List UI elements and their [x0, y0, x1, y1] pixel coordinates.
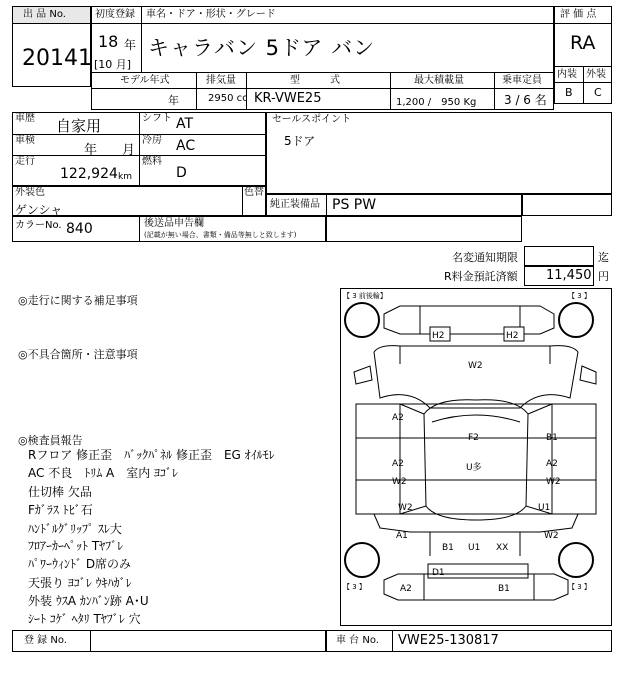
- history-label: 車歴: [15, 113, 35, 124]
- mileage-label: 走行: [15, 156, 35, 167]
- report-line: 外装 ｳｽA ｶﾝﾊﾞﾝ跡 A･U: [28, 594, 149, 608]
- displacement-label: 排気量: [206, 75, 236, 86]
- damage-mark-h2-right: H2: [506, 331, 519, 341]
- fuel-label: 燃料: [142, 156, 162, 167]
- damage-mark-roof: W2: [468, 361, 483, 371]
- later-note: (記載が無い場合、書類・備品等無しと致します): [144, 231, 297, 239]
- corner-label-br: 【 3 】: [568, 583, 591, 591]
- driving-notes-label: ◎走行に関する補足事項: [18, 294, 138, 307]
- deadline-unit: 迄: [598, 251, 609, 264]
- mileage: 122,924: [60, 166, 118, 182]
- report-line: ｼｰﾄ ｺｹﾞ ﾍﾀﾘ Tﾔﾌﾞﾚ 穴: [28, 612, 141, 626]
- capacity: 3 / 6 名: [504, 93, 547, 107]
- deadline-label: 名変通知期限: [452, 251, 518, 264]
- name-label: 車名・ドア・形状・グレード: [146, 9, 276, 20]
- report-line: Rフロア 修正歪 ﾊﾞｯｸﾊﾟﾈﾙ 修正歪 EG ｵｲﾙﾓﾚ: [28, 448, 275, 462]
- report-line: 天張り ﾖｺﾞﾚ ｳｷﾊｶﾞﾚ: [28, 576, 132, 590]
- corner-label-tl: 【 3 前後輪】: [343, 292, 387, 300]
- history: 自家用: [56, 117, 102, 135]
- first-reg-year: 18: [98, 32, 119, 51]
- ext-color: ゲンシャ: [15, 203, 63, 217]
- damage-mark-w2-right: W2: [544, 531, 559, 541]
- defects-label: ◎不具合箇所・注意事項: [18, 348, 138, 361]
- damage-mark-h2-left: H2: [432, 331, 445, 341]
- damage-mark-d1: D1: [432, 568, 445, 578]
- wheel-icon: [345, 543, 379, 577]
- damage-mark-a2-left: A2: [392, 413, 404, 423]
- damage-mark-bottom-u1: U1: [468, 543, 481, 553]
- grade: RA: [570, 32, 596, 54]
- lot-no-label: 出 品 No.: [13, 7, 90, 23]
- max-load-label: 最大積載量: [414, 75, 464, 86]
- model-year-unit: 年: [168, 94, 179, 107]
- wheel-icon: [345, 303, 379, 337]
- max-load: 1,200 / 950 Kg: [396, 97, 477, 108]
- damage-mark-b1-right: B1: [546, 433, 558, 443]
- corner-label-bl: 【 3 】: [343, 583, 366, 591]
- color-change-label: 色替: [244, 187, 264, 198]
- damage-mark-u-center: U多: [466, 463, 482, 473]
- wheel-icon: [559, 303, 593, 337]
- capacity-label: 乗車定員: [502, 75, 542, 86]
- damage-mark-f2: F2: [468, 433, 479, 443]
- model-label: 型 式: [290, 75, 340, 86]
- first-reg-month: [10 月]: [94, 58, 132, 71]
- damage-mark-a1-left: A1: [396, 531, 408, 541]
- ac-label: 冷房: [142, 135, 162, 146]
- options-label: 純正装備品: [270, 199, 320, 210]
- year-unit: 年: [124, 38, 137, 52]
- damage-mark-u1-right: U1: [538, 503, 551, 513]
- chassis-label: 車 台 No.: [336, 635, 379, 646]
- inspection-year: 年: [84, 143, 98, 158]
- inspection-label: 車検: [15, 135, 35, 146]
- damage-mark-rear-a2: A2: [400, 584, 412, 594]
- recycle-label: R料金預託済額: [444, 270, 518, 283]
- sales-point-label: セールスポイント: [272, 114, 352, 125]
- exterior-grade: C: [594, 86, 602, 99]
- report-line: ﾊﾝﾄﾞﾙｸﾞﾘｯﾌﾟ ｽﾚ大: [28, 522, 122, 536]
- report-line: Fｶﾞﾗｽ ﾄﾋﾞ石: [28, 503, 93, 517]
- mileage-unit: km: [118, 172, 132, 182]
- color-no-label: カラーNo.: [15, 220, 62, 231]
- interior-grade: B: [565, 86, 573, 99]
- damage-mark-rear-b1: B1: [498, 584, 510, 594]
- damage-mark-a2-left-mid: A2: [392, 459, 404, 469]
- grade-label: 評 価 点: [560, 9, 597, 20]
- later-extra-box: [326, 216, 522, 242]
- report-line: ﾊﾟﾜｰｳｨﾝﾄﾞ D席のみ: [28, 557, 132, 571]
- inspector-report-label: ◎検査員報告: [18, 434, 83, 447]
- shift: AT: [176, 116, 194, 132]
- damage-mark-w2-right-mid: W2: [546, 477, 561, 487]
- inspection-month: 月: [122, 143, 136, 158]
- report-line: AC 不良 ﾄﾘﾑ A 室内 ﾖｺﾞﾚ: [28, 466, 179, 480]
- corner-label-tr: 【 3 】: [568, 292, 591, 300]
- car-name: キャラバン 5ドア バン: [148, 36, 376, 60]
- model-year-label: モデル年式: [120, 75, 170, 86]
- damage-mark-bottom-b1: B1: [442, 543, 454, 553]
- model-code: KR-VWE25: [254, 91, 322, 106]
- recycle-amount: 11,450: [546, 268, 592, 283]
- exterior-label: 外装: [586, 69, 606, 80]
- reg-no-label: 登 録 No.: [24, 635, 67, 646]
- wheel-icon: [559, 543, 593, 577]
- damage-mark-w2-left-mid: W2: [392, 477, 407, 487]
- damage-mark-bottom-xx: XX: [496, 543, 509, 553]
- chassis-no: VWE25-130817: [398, 633, 499, 648]
- report-line: ﾌﾛｱｰｶｰﾍﾟｯﾄ Tﾔﾌﾞﾚ: [28, 539, 124, 553]
- options: PS PW: [332, 197, 377, 213]
- displacement: 2950 cc: [208, 93, 248, 104]
- fuel: D: [176, 165, 187, 181]
- report-line: 仕切棒 欠品: [28, 485, 92, 499]
- interior-label: 内装: [557, 69, 577, 80]
- shift-label: シフト: [142, 113, 172, 124]
- recycle-unit: 円: [598, 270, 609, 283]
- sales-point: 5ドア: [284, 134, 316, 148]
- damage-mark-a2-right-mid: A2: [546, 459, 558, 469]
- later-label: 後送品申告欄: [144, 218, 204, 229]
- deadline-box: [524, 246, 594, 266]
- lot-no: 20141: [22, 46, 92, 71]
- options-extra-box: [522, 194, 612, 216]
- ac: AC: [176, 138, 196, 154]
- car-damage-diagram: [340, 288, 612, 626]
- ext-color-label: 外装色: [15, 187, 45, 198]
- damage-mark-w2-left: W2: [398, 503, 413, 513]
- first-reg-label: 初度登録: [95, 9, 135, 20]
- color-no: 840: [66, 221, 93, 237]
